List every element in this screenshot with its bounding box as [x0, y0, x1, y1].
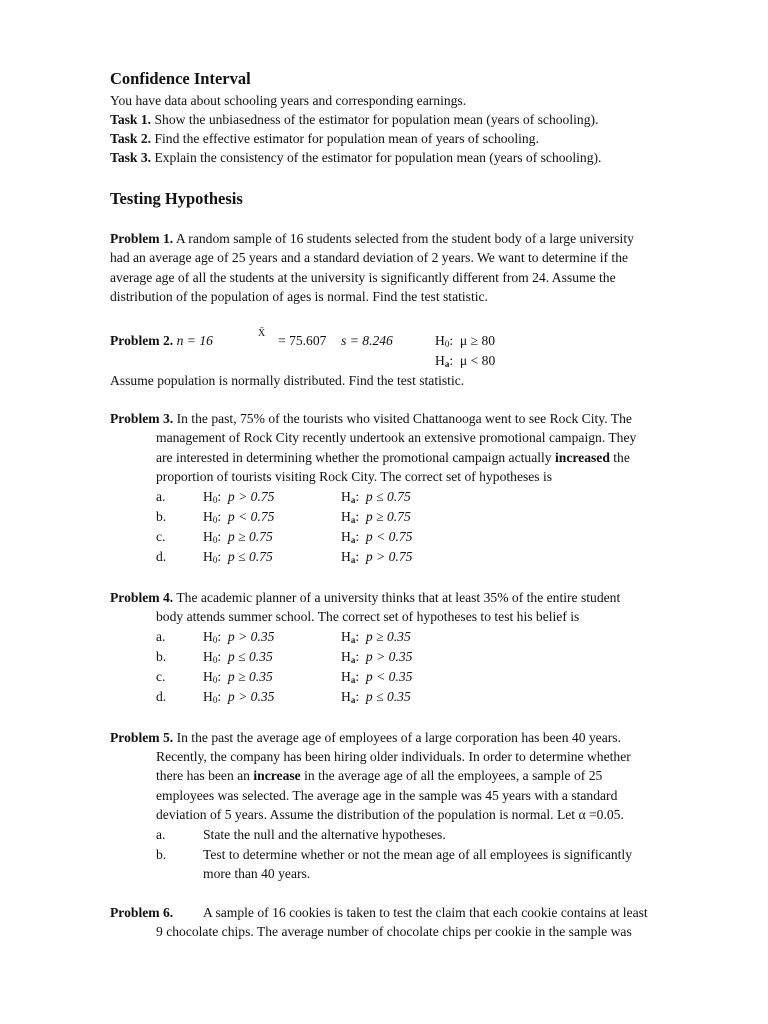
colon: : [355, 489, 360, 504]
confidence-interval-heading: Confidence Interval [110, 69, 251, 88]
colon: : [217, 509, 222, 524]
option-letter: c. [156, 529, 166, 544]
option-alternative-hypothesis [341, 630, 411, 645]
task-2 [110, 132, 539, 146]
problem-1-line: average age of all the students at the university is significantly different from 24. Assume the [110, 270, 616, 285]
h-subscript: 0 [212, 635, 218, 645]
subitem-letter: a. [156, 827, 166, 842]
task-text: Find the effective estimator for population mean of years of schooling. [151, 131, 539, 146]
ha-text: p > 0.75 [365, 549, 413, 564]
h0-text: p ≤ 0.75 [227, 549, 273, 564]
h-subscript: a [350, 655, 356, 665]
colon: : [217, 629, 222, 644]
option-letter: b. [156, 649, 167, 664]
problem-text: there has been an [156, 768, 254, 783]
h-subscript: 0 [212, 675, 218, 685]
option-null-hypothesis [203, 490, 274, 505]
colon: : [355, 629, 360, 644]
h-letter: H [203, 529, 213, 544]
ha-text: p ≥ 0.35 [365, 629, 411, 644]
option-alternative-hypothesis [341, 690, 411, 705]
task-text: Show the unbiasedness of the estimator for population mean (years of schooling). [151, 112, 599, 127]
ha-text: p ≤ 0.75 [365, 489, 411, 504]
task-text: Explain the consistency of the estimator for population mean (years of schooling). [151, 150, 602, 165]
option-letter: d. [156, 689, 167, 704]
problem-text: A random sample of 16 students selected from the student body of a large university [173, 231, 634, 246]
problem-1-line [110, 232, 634, 246]
colon: : [217, 529, 222, 544]
h-letter: H [341, 529, 351, 544]
option-null-hypothesis [203, 530, 273, 545]
task-label: Task 3. [110, 150, 152, 165]
task-label: Task 1. [110, 112, 152, 127]
alternative-hypothesis [435, 354, 495, 369]
option-null-hypothesis [203, 630, 274, 645]
problem-6-line: 9 chocolate chips. The average number of chocolate chips per cookie in the sample was [156, 924, 632, 939]
s-value: s = 8.246 [341, 333, 393, 348]
ha-text: p ≥ 0.75 [365, 509, 411, 524]
h-letter: H [203, 689, 213, 704]
problem-text: In the past, 75% of the tourists who visited Chattanooga went to see Rock City. The [173, 411, 632, 426]
h-subscript: 0 [212, 555, 218, 565]
problem-label: Problem 2. [110, 333, 174, 348]
n-value: n = 16 [173, 333, 213, 348]
h-letter: H [435, 333, 445, 348]
option-letter: a. [156, 629, 166, 644]
h0-text: p > 0.35 [227, 629, 275, 644]
problem-3-line [156, 451, 630, 465]
subitem-text: more than 40 years. [203, 866, 311, 881]
option-alternative-hypothesis [341, 650, 412, 665]
ha-text: μ < 80 [459, 353, 496, 368]
h0-text: p ≤ 0.35 [227, 649, 273, 664]
colon: : [355, 669, 360, 684]
option-letter: c. [156, 669, 166, 684]
h0-text: p > 0.75 [227, 489, 275, 504]
colon: : [355, 529, 360, 544]
h-subscript: 0 [212, 495, 218, 505]
option-letter: b. [156, 509, 167, 524]
emphasis-word: increased [555, 450, 610, 465]
problem-text: The academic planner of a university thinks that at least 35% of the entire student [173, 590, 621, 605]
option-alternative-hypothesis [341, 510, 411, 525]
problem-label: Problem 6. [110, 905, 174, 920]
problem-5-line: employees was selected. The average age in the sample was 45 years with a standard [156, 788, 618, 803]
h-letter: H [341, 669, 351, 684]
option-null-hypothesis [203, 550, 273, 565]
problem-text: the [609, 450, 630, 465]
option-alternative-hypothesis [341, 530, 412, 545]
h-letter: H [341, 489, 351, 504]
colon: : [449, 353, 454, 368]
subitem-text: Test to determine whether or not the mean age of all employees is significantly [203, 847, 633, 862]
problem-5-line [156, 769, 602, 783]
h-letter: H [203, 489, 213, 504]
option-null-hypothesis [203, 650, 273, 665]
colon: : [217, 669, 222, 684]
h-subscript: 0 [444, 339, 450, 349]
problem-3-line: management of Rock City recently undertook an extensive promotional campaign. They [156, 430, 637, 445]
option-null-hypothesis [203, 690, 274, 705]
colon: : [355, 509, 360, 524]
h0-text: p > 0.35 [227, 689, 275, 704]
colon: : [355, 689, 360, 704]
subitem-letter: b. [156, 847, 167, 862]
problem-1-line: distribution of the population of ages is normal. Find the test statistic. [110, 289, 488, 304]
problem-6-label [110, 906, 173, 920]
task-3 [110, 151, 601, 165]
colon: : [449, 333, 454, 348]
emphasis-word: increase [253, 768, 301, 783]
h0-text: p < 0.75 [227, 509, 275, 524]
task-label: Task 2. [110, 131, 152, 146]
problem-5-line: Recently, the company has been hiring older individuals. In order to determine whether [156, 749, 631, 764]
h-letter: H [203, 649, 213, 664]
h-letter: H [341, 649, 351, 664]
h0-text: p ≥ 0.35 [227, 669, 273, 684]
option-null-hypothesis [203, 670, 273, 685]
problem-label: Problem 5. [110, 730, 174, 745]
h-subscript: a [350, 635, 356, 645]
h-letter: H [341, 509, 351, 524]
h-letter: H [203, 669, 213, 684]
problem-5-line [110, 731, 621, 745]
option-letter: d. [156, 549, 167, 564]
problem-6-line: A sample of 16 cookies is taken to test the claim that each cookie contains at least [203, 905, 648, 920]
h0-text: p ≥ 0.75 [227, 529, 273, 544]
problem-3-line [110, 412, 632, 426]
colon: : [355, 649, 360, 664]
problem-4-line [110, 591, 620, 605]
h-subscript: a [350, 535, 356, 545]
problem-5-line: deviation of 5 years. Assume the distribution of the population is normal. Let α =0.05. [156, 807, 624, 822]
problem-1-line: had an average age of 25 years and a standard deviation of 2 years. We want to determine if the [110, 250, 629, 265]
h-letter: H [203, 509, 213, 524]
ha-text: p ≤ 0.35 [365, 689, 411, 704]
h-subscript: 0 [212, 515, 218, 525]
colon: : [217, 689, 222, 704]
xbar-value: = 75.607 [278, 333, 327, 348]
problem-text: In the past the average age of employees of a large corporation has been 40 years. [173, 730, 621, 745]
problem-text: in the average age of all the employees, a sample of 25 [300, 768, 603, 783]
h-subscript: a [350, 515, 356, 525]
problem-label: Problem 3. [110, 411, 174, 426]
h-subscript: 0 [212, 535, 218, 545]
h-letter: H [341, 549, 351, 564]
h-letter: H [203, 549, 213, 564]
ha-text: p > 0.35 [365, 649, 413, 664]
problem-4-line: body attends summer school. The correct set of hypotheses to test his belief is [156, 609, 580, 624]
h0-text: μ ≥ 80 [459, 333, 496, 348]
problem-2-assume: Assume population is normally distributed. Find the test statistic. [110, 373, 465, 388]
h-subscript: a [350, 695, 356, 705]
problem-label: Problem 1. [110, 231, 174, 246]
h-letter: H [341, 689, 351, 704]
option-null-hypothesis [203, 510, 274, 525]
h-subscript: 0 [212, 695, 218, 705]
problem-label: Problem 4. [110, 590, 174, 605]
option-alternative-hypothesis [341, 550, 412, 565]
xbar-symbol: X̄ [258, 328, 266, 339]
h-subscript: a [350, 675, 356, 685]
problem-2-line [110, 334, 213, 348]
colon: : [217, 489, 222, 504]
h-subscript: 0 [212, 655, 218, 665]
h-subscript: a [444, 359, 450, 369]
h-letter: H [435, 353, 445, 368]
option-alternative-hypothesis [341, 670, 412, 685]
colon: : [355, 549, 360, 564]
task-1 [110, 113, 598, 127]
h-letter: H [203, 629, 213, 644]
option-alternative-hypothesis [341, 490, 411, 505]
colon: : [217, 549, 222, 564]
testing-hypothesis-heading: Testing Hypothesis [110, 189, 243, 208]
intro-text: You have data about schooling years and corresponding earnings. [110, 93, 467, 108]
ha-text: p < 0.35 [365, 669, 413, 684]
h-letter: H [341, 629, 351, 644]
null-hypothesis [435, 334, 495, 349]
ha-text: p < 0.75 [365, 529, 413, 544]
colon: : [217, 649, 222, 664]
option-letter: a. [156, 489, 166, 504]
h-subscript: a [350, 555, 356, 565]
problem-text: are interested in determining whether the promotional campaign actually [156, 450, 555, 465]
problem-3-line: proportion of tourists visiting Rock City. The correct set of hypotheses is [156, 469, 553, 484]
subitem-text: State the null and the alternative hypotheses. [203, 827, 446, 842]
h-subscript: a [350, 495, 356, 505]
